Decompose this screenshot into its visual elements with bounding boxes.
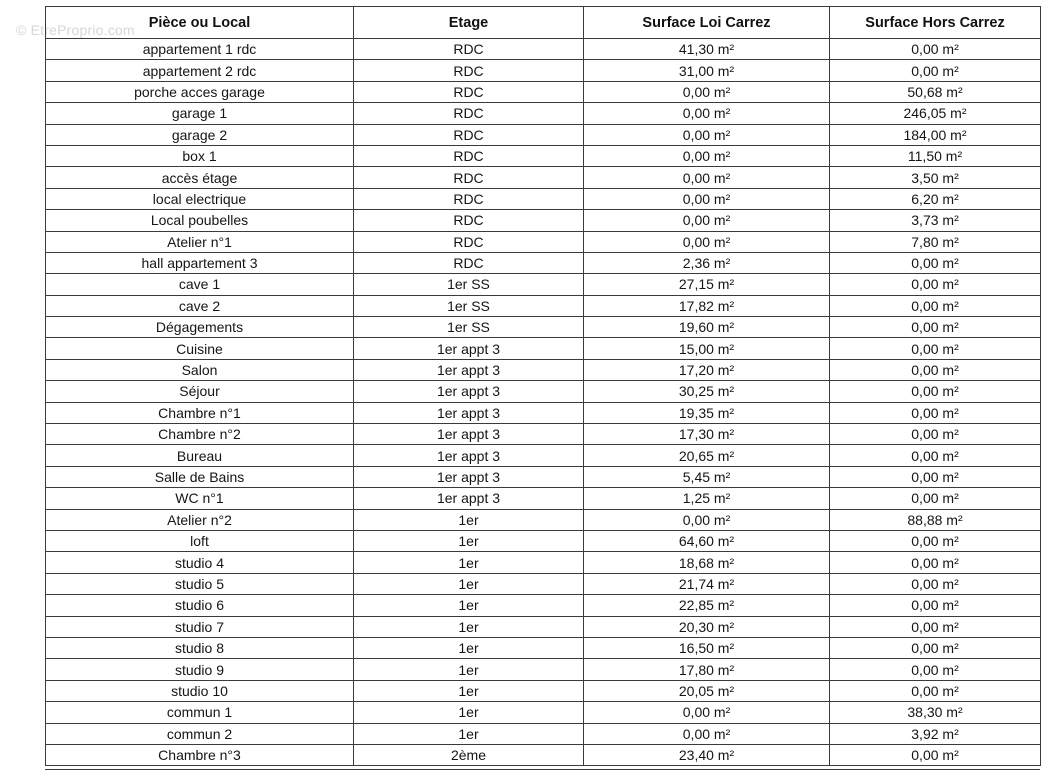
table-row	[46, 488, 1041, 509]
cell-piece: hall appartement 3	[46, 252, 354, 273]
cell-etage: 1er	[354, 530, 584, 551]
cell-surface-carrez: 0,00 m²	[584, 145, 830, 166]
header-surface-carrez: Surface Loi Carrez	[584, 7, 830, 39]
table-row	[46, 424, 1041, 445]
cell-etage: 1er appt 3	[354, 338, 584, 359]
cell-piece: Cuisine	[46, 338, 354, 359]
cell-surface-carrez: 18,68 m²	[584, 552, 830, 573]
table-row	[46, 81, 1041, 102]
cell-surface-carrez: 17,30 m²	[584, 424, 830, 445]
table-row	[46, 60, 1041, 81]
cell-surface-carrez: 20,05 m²	[584, 680, 830, 701]
cell-surface-carrez: 17,82 m²	[584, 295, 830, 316]
cell-etage: 1er	[354, 509, 584, 530]
cell-etage: 1er SS	[354, 295, 584, 316]
cell-surface-carrez: 27,15 m²	[584, 274, 830, 295]
cell-surface-hors-carrez: 0,00 m²	[830, 252, 1041, 273]
table-row	[46, 252, 1041, 273]
cell-surface-carrez: 17,80 m²	[584, 659, 830, 680]
table-row	[46, 124, 1041, 145]
header-row	[46, 7, 1041, 39]
cell-piece: studio 10	[46, 680, 354, 701]
cell-piece: Séjour	[46, 381, 354, 402]
table-row	[46, 445, 1041, 466]
table-row	[46, 274, 1041, 295]
cell-surface-hors-carrez: 3,92 m²	[830, 723, 1041, 744]
cell-piece: commun 2	[46, 723, 354, 744]
cell-surface-carrez: 0,00 m²	[584, 188, 830, 209]
cell-piece: commun 1	[46, 702, 354, 723]
cell-surface-hors-carrez: 0,00 m²	[830, 445, 1041, 466]
cell-surface-hors-carrez: 0,00 m²	[830, 381, 1041, 402]
cell-etage: RDC	[354, 124, 584, 145]
cell-piece: studio 8	[46, 637, 354, 658]
table-row	[46, 659, 1041, 680]
cell-surface-carrez: 2,36 m²	[584, 252, 830, 273]
cell-surface-carrez: 23,40 m²	[584, 744, 830, 765]
cell-piece: studio 5	[46, 573, 354, 594]
cell-surface-carrez: 16,50 m²	[584, 637, 830, 658]
cell-etage: 1er	[354, 616, 584, 637]
cell-piece: appartement 1 rdc	[46, 39, 354, 60]
table-row	[46, 39, 1041, 60]
cell-surface-carrez: 19,35 m²	[584, 402, 830, 423]
cell-surface-hors-carrez: 0,00 m²	[830, 295, 1041, 316]
table-row	[46, 317, 1041, 338]
table-row	[46, 359, 1041, 380]
cell-surface-hors-carrez: 3,73 m²	[830, 210, 1041, 231]
table-row	[46, 466, 1041, 487]
cell-piece: box 1	[46, 145, 354, 166]
cell-surface-carrez: 0,00 m²	[584, 210, 830, 231]
cell-piece: porche acces garage	[46, 81, 354, 102]
cell-surface-carrez: 31,00 m²	[584, 60, 830, 81]
watermark-text: © EtreProprio.com	[16, 22, 135, 38]
cell-etage: 1er	[354, 702, 584, 723]
cell-surface-hors-carrez: 0,00 m²	[830, 466, 1041, 487]
cell-piece: studio 9	[46, 659, 354, 680]
cell-surface-carrez: 20,65 m²	[584, 445, 830, 466]
cell-etage: 1er appt 3	[354, 445, 584, 466]
cell-etage: RDC	[354, 145, 584, 166]
cell-surface-hors-carrez: 0,00 m²	[830, 616, 1041, 637]
cell-surface-hors-carrez: 0,00 m²	[830, 402, 1041, 423]
table-row	[46, 103, 1041, 124]
cell-piece: Dégagements	[46, 317, 354, 338]
cell-piece: studio 7	[46, 616, 354, 637]
table-row	[46, 295, 1041, 316]
table-row	[46, 723, 1041, 744]
cell-surface-hors-carrez: 0,00 m²	[830, 359, 1041, 380]
cell-surface-hors-carrez: 0,00 m²	[830, 595, 1041, 616]
cell-surface-hors-carrez: 38,30 m²	[830, 702, 1041, 723]
cell-etage: 1er appt 3	[354, 381, 584, 402]
cell-etage: 1er	[354, 595, 584, 616]
table-body	[46, 39, 1041, 766]
cell-etage: 1er appt 3	[354, 488, 584, 509]
cell-surface-carrez: 0,00 m²	[584, 231, 830, 252]
cell-etage: 1er appt 3	[354, 424, 584, 445]
table-row	[46, 552, 1041, 573]
table-row	[46, 530, 1041, 551]
cell-etage: 2ème	[354, 744, 584, 765]
table-row	[46, 167, 1041, 188]
cell-etage: RDC	[354, 188, 584, 209]
cell-etage: 1er	[354, 723, 584, 744]
cell-piece: Chambre n°3	[46, 744, 354, 765]
cell-surface-carrez: 21,74 m²	[584, 573, 830, 594]
cell-surface-carrez: 0,00 m²	[584, 509, 830, 530]
cell-piece: appartement 2 rdc	[46, 60, 354, 81]
cell-surface-hors-carrez: 0,00 m²	[830, 39, 1041, 60]
cell-piece: accès étage	[46, 167, 354, 188]
table-row	[46, 210, 1041, 231]
cell-surface-carrez: 0,00 m²	[584, 124, 830, 145]
table-bottom-rule	[45, 769, 1040, 770]
cell-surface-hors-carrez: 0,00 m²	[830, 338, 1041, 359]
table-row	[46, 616, 1041, 637]
cell-surface-carrez: 0,00 m²	[584, 723, 830, 744]
cell-surface-hors-carrez: 50,68 m²	[830, 81, 1041, 102]
cell-etage: 1er	[354, 552, 584, 573]
cell-surface-carrez: 30,25 m²	[584, 381, 830, 402]
cell-piece: Atelier n°2	[46, 509, 354, 530]
cell-surface-hors-carrez: 0,00 m²	[830, 637, 1041, 658]
cell-etage: 1er appt 3	[354, 466, 584, 487]
cell-surface-hors-carrez: 0,00 m²	[830, 680, 1041, 701]
cell-surface-hors-carrez: 0,00 m²	[830, 552, 1041, 573]
cell-surface-hors-carrez: 7,80 m²	[830, 231, 1041, 252]
table-row	[46, 680, 1041, 701]
cell-piece: studio 6	[46, 595, 354, 616]
cell-piece: Chambre n°2	[46, 424, 354, 445]
cell-etage: RDC	[354, 252, 584, 273]
cell-etage: 1er appt 3	[354, 359, 584, 380]
cell-surface-carrez: 15,00 m²	[584, 338, 830, 359]
cell-surface-carrez: 0,00 m²	[584, 81, 830, 102]
cell-surface-carrez: 41,30 m²	[584, 39, 830, 60]
cell-piece: cave 1	[46, 274, 354, 295]
cell-surface-hors-carrez: 11,50 m²	[830, 145, 1041, 166]
table-row	[46, 381, 1041, 402]
cell-surface-hors-carrez: 3,50 m²	[830, 167, 1041, 188]
cell-etage: RDC	[354, 167, 584, 188]
cell-piece: Chambre n°1	[46, 402, 354, 423]
cell-surface-carrez: 0,00 m²	[584, 103, 830, 124]
cell-surface-hors-carrez: 0,00 m²	[830, 274, 1041, 295]
cell-piece: garage 1	[46, 103, 354, 124]
cell-surface-carrez: 64,60 m²	[584, 530, 830, 551]
cell-piece: Bureau	[46, 445, 354, 466]
cell-piece: loft	[46, 530, 354, 551]
cell-surface-hors-carrez: 0,00 m²	[830, 317, 1041, 338]
cell-etage: 1er	[354, 659, 584, 680]
table-row	[46, 573, 1041, 594]
cell-etage: RDC	[354, 81, 584, 102]
cell-etage: 1er	[354, 637, 584, 658]
cell-piece: cave 2	[46, 295, 354, 316]
cell-piece: WC n°1	[46, 488, 354, 509]
cell-surface-carrez: 0,00 m²	[584, 167, 830, 188]
header-surface-hors-carrez: Surface Hors Carrez	[830, 7, 1041, 39]
table-row	[46, 595, 1041, 616]
cell-piece: Local poubelles	[46, 210, 354, 231]
cell-etage: 1er SS	[354, 317, 584, 338]
cell-piece: garage 2	[46, 124, 354, 145]
cell-piece: Atelier n°1	[46, 231, 354, 252]
cell-surface-hors-carrez: 0,00 m²	[830, 488, 1041, 509]
cell-etage: 1er SS	[354, 274, 584, 295]
cell-etage: 1er	[354, 680, 584, 701]
table-row	[46, 637, 1041, 658]
cell-piece: Salle de Bains	[46, 466, 354, 487]
cell-etage: 1er	[354, 573, 584, 594]
cell-surface-carrez: 22,85 m²	[584, 595, 830, 616]
table-row	[46, 145, 1041, 166]
table-row	[46, 402, 1041, 423]
cell-surface-hors-carrez: 6,20 m²	[830, 188, 1041, 209]
cell-piece: studio 4	[46, 552, 354, 573]
header-piece: Pièce ou Local	[46, 7, 354, 39]
table-header	[46, 7, 1041, 39]
cell-surface-hors-carrez: 0,00 m²	[830, 573, 1041, 594]
cell-surface-hors-carrez: 0,00 m²	[830, 659, 1041, 680]
surface-table	[45, 6, 1041, 766]
cell-piece: Salon	[46, 359, 354, 380]
header-etage: Etage	[354, 7, 584, 39]
cell-surface-hors-carrez: 184,00 m²	[830, 124, 1041, 145]
cell-surface-carrez: 19,60 m²	[584, 317, 830, 338]
cell-surface-hors-carrez: 0,00 m²	[830, 744, 1041, 765]
cell-etage: RDC	[354, 103, 584, 124]
cell-piece: local electrique	[46, 188, 354, 209]
cell-surface-carrez: 1,25 m²	[584, 488, 830, 509]
cell-surface-carrez: 20,30 m²	[584, 616, 830, 637]
cell-surface-hors-carrez: 0,00 m²	[830, 530, 1041, 551]
table-row	[46, 338, 1041, 359]
table-row	[46, 188, 1041, 209]
cell-surface-carrez: 5,45 m²	[584, 466, 830, 487]
cell-etage: RDC	[354, 210, 584, 231]
cell-surface-hors-carrez: 88,88 m²	[830, 509, 1041, 530]
cell-surface-hors-carrez: 0,00 m²	[830, 424, 1041, 445]
table-row	[46, 231, 1041, 252]
table-row	[46, 509, 1041, 530]
table-row	[46, 744, 1041, 765]
cell-surface-hors-carrez: 0,00 m²	[830, 60, 1041, 81]
cell-surface-hors-carrez: 246,05 m²	[830, 103, 1041, 124]
cell-surface-carrez: 0,00 m²	[584, 702, 830, 723]
cell-etage: RDC	[354, 231, 584, 252]
cell-etage: RDC	[354, 39, 584, 60]
cell-etage: RDC	[354, 60, 584, 81]
cell-surface-carrez: 17,20 m²	[584, 359, 830, 380]
table-row	[46, 702, 1041, 723]
cell-etage: 1er appt 3	[354, 402, 584, 423]
